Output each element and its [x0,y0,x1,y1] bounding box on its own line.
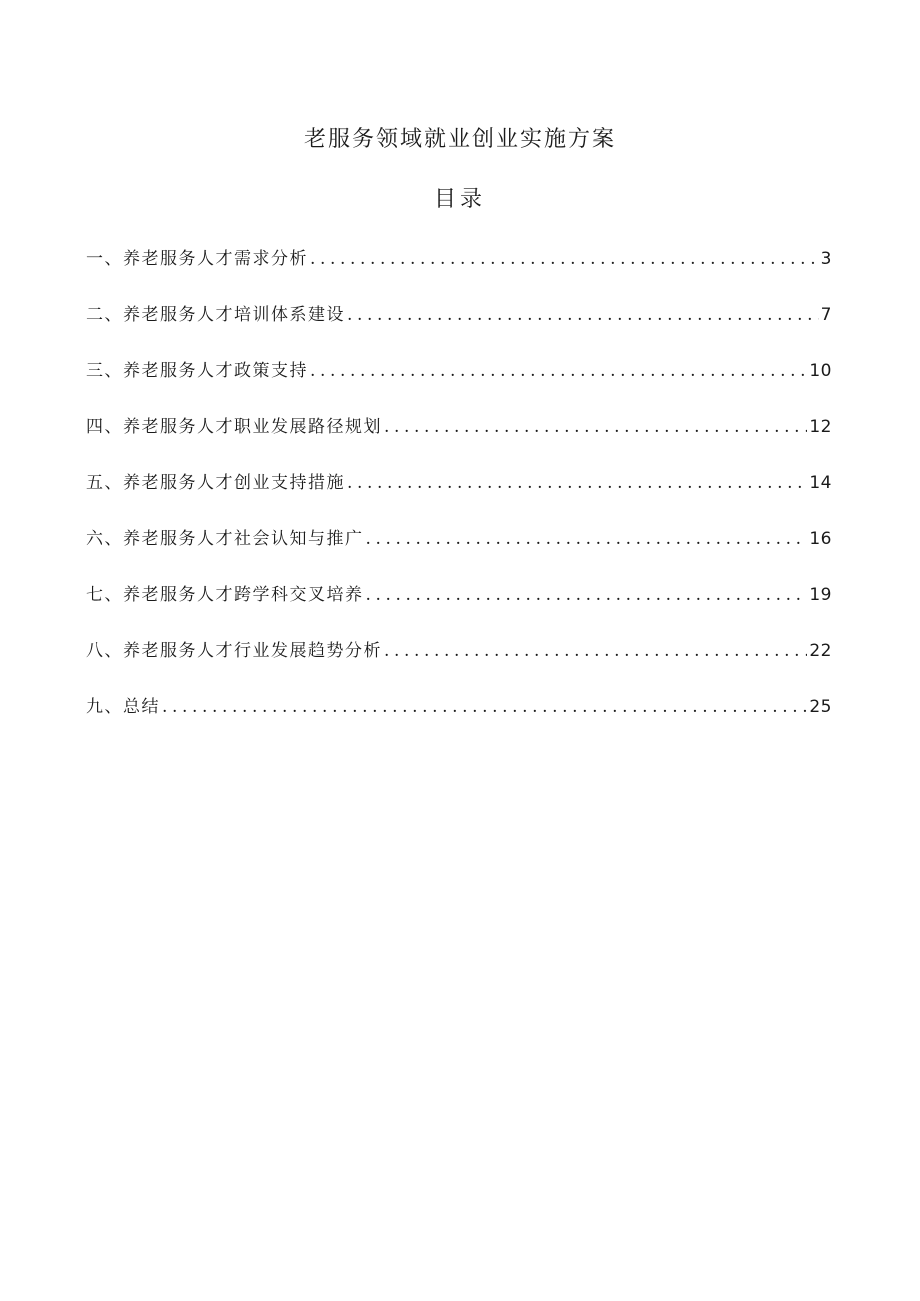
toc-entry-1[interactable] [86,245,832,301]
toc-entry-label: 一、养老服务人才需求分析 [86,249,308,269]
toc-entry-8[interactable] [86,637,832,693]
toc-entry-label: 二、养老服务人才培训体系建设 [86,305,345,325]
toc-dot-leader [366,525,808,553]
toc-entry-2[interactable] [86,301,832,357]
toc-page-number: 3 [820,249,832,269]
toc-entry-label: 三、养老服务人才政策支持 [86,361,308,381]
toc-dot-leader [162,693,807,721]
toc-page-number: 14 [809,473,832,493]
toc-entry-label: 八、养老服务人才行业发展趋势分析 [86,641,382,661]
toc-dot-leader [384,637,807,665]
toc-dot-leader [347,301,819,329]
toc-entry-label: 五、养老服务人才创业支持措施 [86,473,345,493]
toc-dot-leader [310,245,819,273]
toc-entry-label: 四、养老服务人才职业发展路径规划 [86,417,382,437]
toc-entry-7[interactable] [86,581,832,637]
toc-dot-leader [347,469,807,497]
table-of-contents [86,245,832,749]
toc-page-number: 22 [809,641,832,661]
toc-page-number: 10 [809,361,832,381]
toc-page-number: 12 [809,417,832,437]
toc-entry-5[interactable] [86,469,832,525]
toc-entry-9[interactable] [86,693,832,749]
toc-page-number: 7 [820,305,832,325]
toc-entry-label: 七、养老服务人才跨学科交叉培养 [86,585,364,605]
toc-entry-label: 九、总结 [86,697,160,717]
document-title: 老服务领域就业创业实施方案 [303,127,616,152]
toc-dot-leader [384,413,807,441]
toc-heading: 目录 [433,187,486,212]
toc-entry-6[interactable] [86,525,832,581]
toc-entry-3[interactable] [86,357,832,413]
toc-dot-leader [366,581,808,609]
toc-entry-label: 六、养老服务人才社会认知与推广 [86,529,364,549]
toc-page-number: 16 [809,529,832,549]
toc-page-number: 19 [809,585,832,605]
toc-entry-4[interactable] [86,413,832,469]
toc-page-number: 25 [809,697,832,717]
toc-dot-leader [310,357,807,385]
